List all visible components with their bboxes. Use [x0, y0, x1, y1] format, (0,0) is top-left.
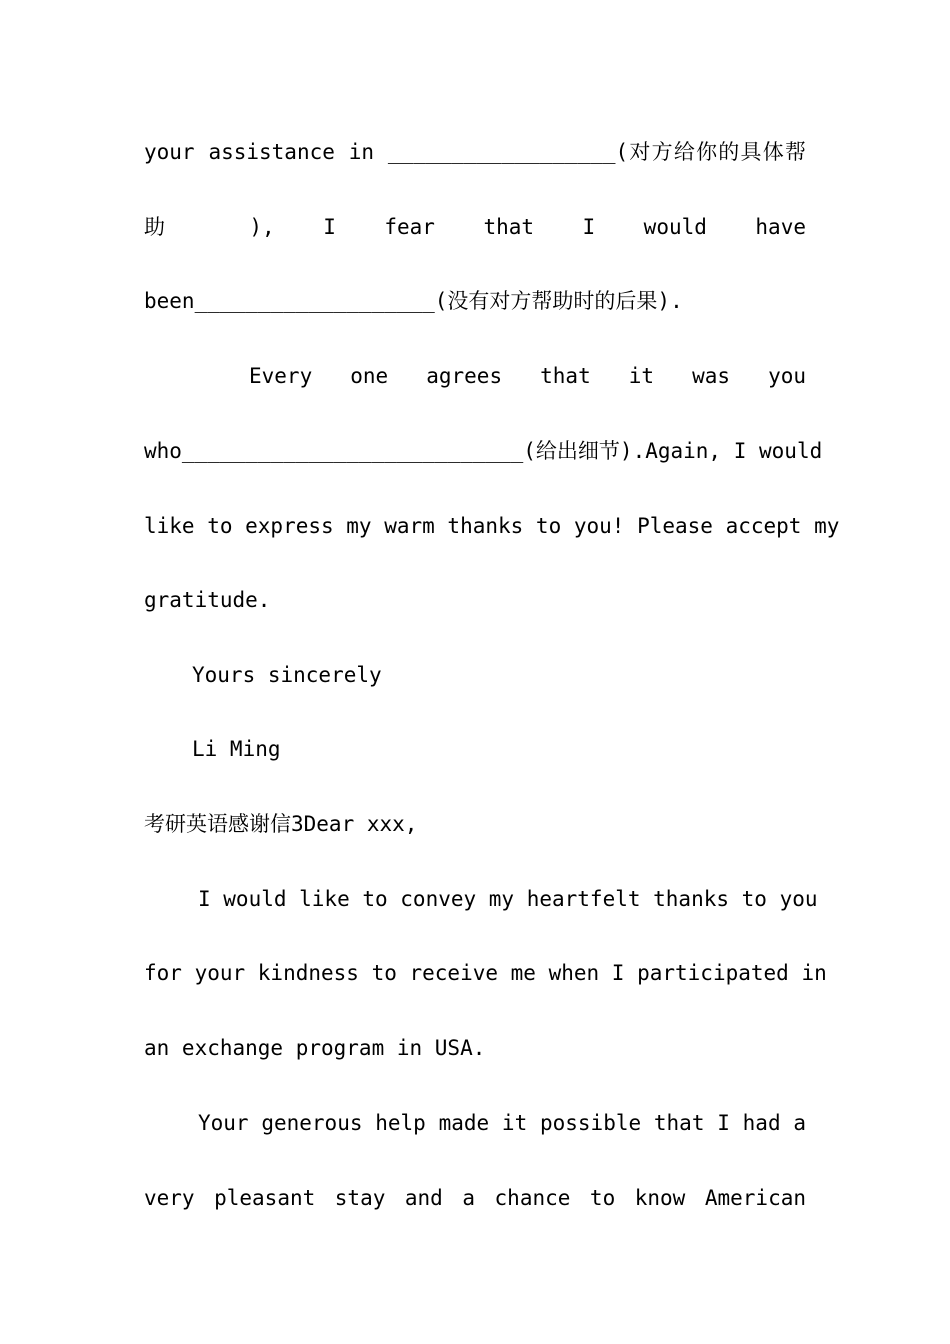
signature-line: Li Ming: [192, 737, 281, 761]
text-line-12: for your kindness to receive me when I participated in: [144, 961, 827, 985]
text-line-7: gratitude.: [144, 588, 271, 612]
closing-line: Yours sincerely: [192, 663, 382, 687]
text-line-4: Every one agrees that it was you: [249, 364, 806, 388]
text-line-1: your assistance in __________________(对方给你的具体帮: [144, 140, 806, 164]
text-line-2: 助 ), I fear that I would have: [144, 215, 806, 239]
text-line-13: an exchange program in USA.: [144, 1036, 486, 1060]
text-line-6: like to express my warm thanks to you! Please accept my: [144, 514, 840, 538]
text-line-3: been___________________(没有对方帮助时的后果).: [144, 289, 683, 313]
text-line-5: who___________________________(给出细节).Again, I would: [144, 439, 823, 463]
section-heading: 考研英语感谢信3Dear xxx,: [144, 812, 418, 836]
text-line-15: very pleasant stay and a chance to know American: [144, 1186, 806, 1210]
text-line-11: I would like to convey my heartfelt thanks to you: [198, 887, 818, 911]
text-line-14: Your generous help made it possible that I had a: [198, 1111, 806, 1135]
